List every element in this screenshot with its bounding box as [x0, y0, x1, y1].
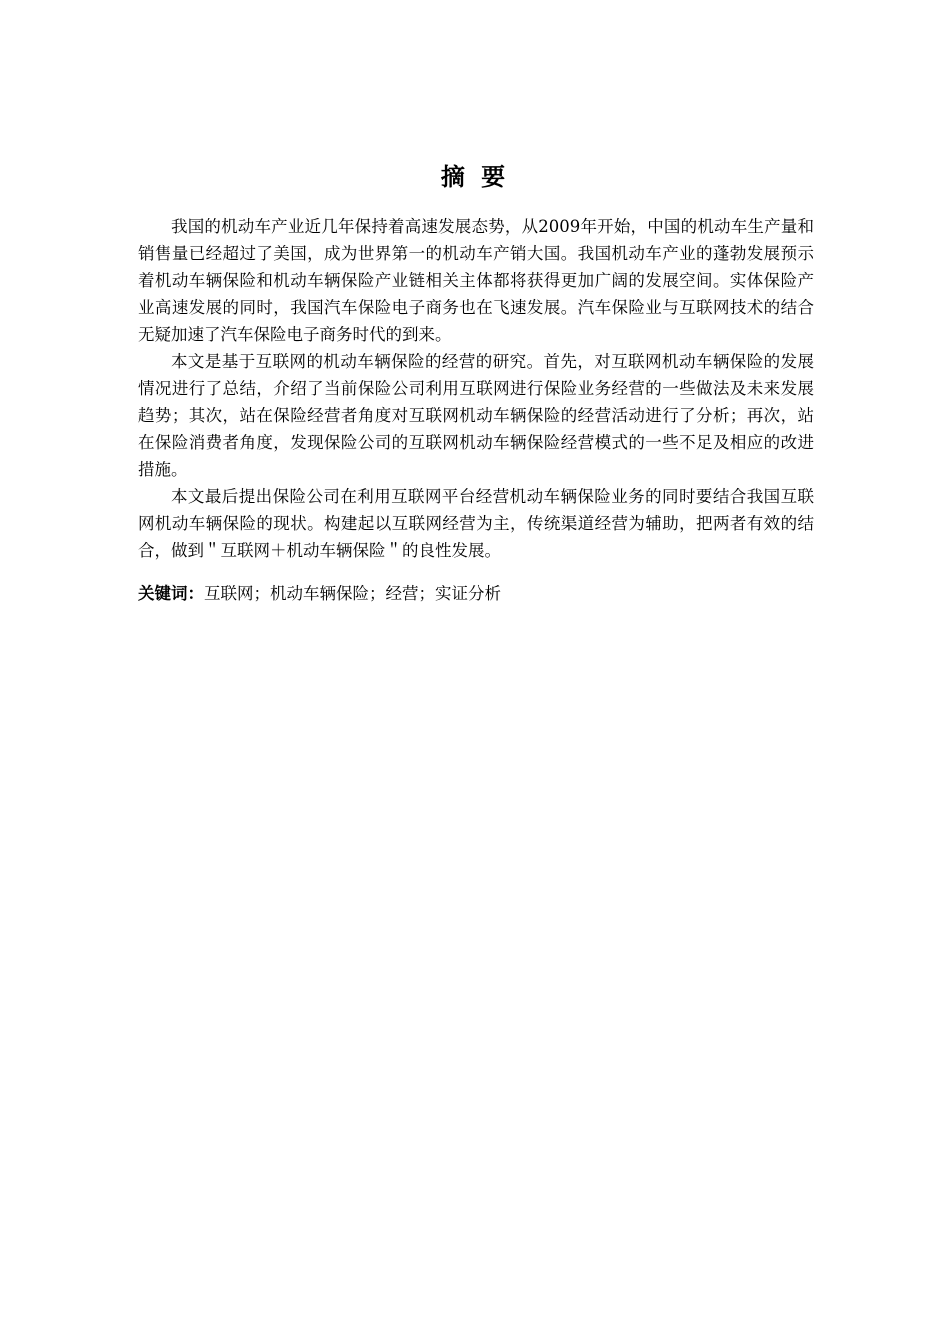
abstract-paragraph-2: 本文是基于互联网的机动车辆保险的经营的研究。首先，对互联网机动车辆保险的发展情况进行了总结，介绍了当前保险公司利用互联网进行保险业务经营的一些做法及未来发展趋势；其次，站在保险经营者角度对互联网机动车辆保险的经营活动进行了分析；再次，站在保险消费者角度，发现保险公司的互联网机动车辆保险经营模式的一些不足及相应的改进措施。 — [138, 352, 814, 479]
abstract-body — [138, 213, 814, 564]
abstract-title: 摘 要 — [440, 163, 510, 191]
abstract-paragraph-3: 本文最后提出保险公司在利用互联网平台经营机动车辆保险业务的同时要结合我国互联网机动车辆保险的现状。构建起以互联网经营为主，传统渠道经营为辅助，把两者有效的结合，做到＂互联网＋机动车辆保险＂的良性发展。 — [138, 487, 814, 560]
keywords-text: 互联网；机动车辆保险；经营；实证分析 — [204, 584, 501, 603]
abstract-paragraph-1: 我国的机动车产业近几年保持着高速发展态势，从2009年开始，中国的机动车生产量和销售量已经超过了美国，成为世界第一的机动车产销大国。我国机动车产业的蓬勃发展预示着机动车辆保险和机动车辆保险产业链相关主体都将获得更加广阔的发展空间。实体保险产业高速发展的同时，我国汽车保险电子商务也在飞速发展。汽车保险业与互联网技术的结合无疑加速了汽车保险电子商务时代的到来。 — [138, 217, 814, 344]
keywords-label: 关键词： — [138, 584, 204, 603]
keywords-line — [138, 580, 814, 607]
